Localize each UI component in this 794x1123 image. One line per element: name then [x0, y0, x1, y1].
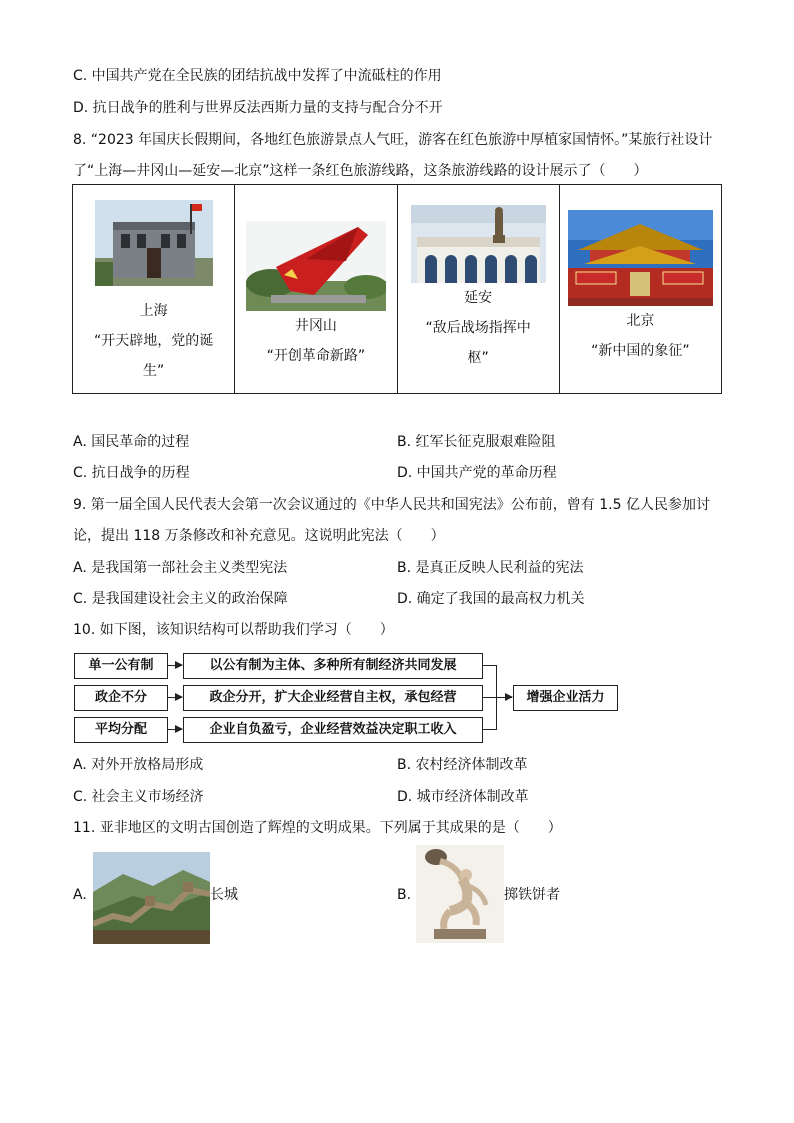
beijing-motto: “新中国的象征” [591, 343, 690, 359]
yanan-motto-line1: “敌后战场指挥中 [425, 320, 531, 336]
q9-stem-line2: 论，提出 118 万条修改和补充意见。这说明此宪法（ ） [73, 528, 445, 544]
great-wall-image[interactable] [93, 852, 210, 944]
diagram-arrow-result [483, 697, 512, 698]
q9-option-c[interactable]: C. 是我国建设社会主义的政治保障 [73, 591, 288, 607]
q8-option-a[interactable]: A. 国民革命的过程 [73, 434, 190, 450]
diagram-box-enterprise-vitality: 增强企业活力 [513, 685, 618, 711]
q11-option-b-letter[interactable]: B. [397, 887, 412, 903]
shanghai-motto-line2: 生” [142, 363, 165, 379]
q11-option-a-letter[interactable]: A. [73, 887, 87, 903]
diagram-box-equal-distribution: 平均分配 [74, 717, 168, 743]
diagram-box-single-public-ownership: 单一公有制 [74, 653, 168, 679]
q8-stem-line1: 8. “2023 年国庆长假期间，各地红色旅游景点人气旺，游客在红色旅游中厚植家国情怀。”某旅行社设计 [73, 132, 713, 148]
diagram-connector-bottom [483, 729, 497, 730]
diagram-arrow-3 [168, 729, 182, 730]
shanghai-label: 上海 [139, 303, 168, 319]
q10-stem: 10. 如下图，该知识结构可以帮助我们学习（ ） [73, 622, 394, 638]
yanan-label: 延安 [464, 290, 493, 306]
q10-option-b[interactable]: B. 农村经济体制改革 [397, 757, 528, 773]
route-cell-beijing [559, 185, 721, 394]
q8-option-b[interactable]: B. 红军长征克服艰难险阻 [397, 434, 556, 450]
jinggangshan-monument-image [246, 221, 386, 311]
q7-option-d: D. 抗日战争的胜利与世界反法西斯力量的支持与配合分不开 [73, 100, 443, 116]
q9-option-b[interactable]: B. 是真正反映人民利益的宪法 [397, 560, 584, 576]
q10-option-c[interactable]: C. 社会主义市场经济 [73, 789, 204, 805]
jinggangshan-label: 井冈山 [294, 318, 337, 334]
jinggangshan-motto: “开创革命新路” [266, 348, 366, 364]
diagram-arrow-2 [168, 697, 182, 698]
q10-option-d[interactable]: D. 城市经济体制改革 [397, 789, 529, 805]
beijing-label: 北京 [626, 313, 655, 329]
q9-stem-line1: 9. 第一届全国人民代表大会第一次会议通过的《中华人民共和国宪法》公布前，曾有 1.5 亿人民参加讨 [73, 497, 710, 513]
q9-option-d[interactable]: D. 确定了我国的最高权力机关 [397, 591, 585, 607]
diagram-box-no-separation: 政企不分 [74, 685, 168, 711]
q7-option-c: C. 中国共产党在全民族的团结抗战中发挥了中流砥柱的作用 [73, 68, 442, 84]
route-cell-yanan [397, 185, 559, 394]
diagram-box-mixed-ownership: 以公有制为主体、多种所有制经济共同发展 [183, 653, 483, 679]
q8-option-d[interactable]: D. 中国共产党的革命历程 [397, 465, 557, 481]
q11-option-b-text[interactable]: 掷铁饼者 [504, 887, 560, 903]
diagram-box-self-responsibility: 企业自负盈亏，企业经营效益决定职工收入 [183, 717, 483, 743]
q8-route-table [72, 184, 722, 394]
q8-option-c[interactable]: C. 抗日战争的历程 [73, 465, 190, 481]
shanghai-motto-line1: “开天辟地，党的诞 [93, 333, 214, 349]
diagram-connector-top [483, 665, 497, 666]
q11-option-a-text[interactable]: 长城 [210, 887, 238, 903]
q10-option-a[interactable]: A. 对外开放格局形成 [73, 757, 204, 773]
diagram-arrow-1 [168, 665, 182, 666]
tiananmen-image [568, 210, 713, 306]
shanghai-site-image [95, 200, 213, 286]
q8-stem-line2: 了“上海—井冈山—延安—北京”这样一条红色旅游线路，这条旅游线路的设计展示了（ ） [73, 163, 648, 179]
q9-option-a[interactable]: A. 是我国第一部社会主义类型宪法 [73, 560, 288, 576]
route-cell-shanghai [73, 185, 235, 394]
yanan-motto-line2: 枢” [467, 350, 489, 366]
yanan-statue-image [411, 205, 546, 283]
q11-stem: 11. 亚非地区的文明古国创造了辉煌的文明成果。下列属于其成果的是（ ） [73, 820, 562, 836]
discobolus-image[interactable] [416, 845, 504, 943]
route-cell-jinggangshan [235, 185, 397, 394]
diagram-box-separation-contract: 政企分开，扩大企业经营自主权，承包经营 [183, 685, 483, 711]
